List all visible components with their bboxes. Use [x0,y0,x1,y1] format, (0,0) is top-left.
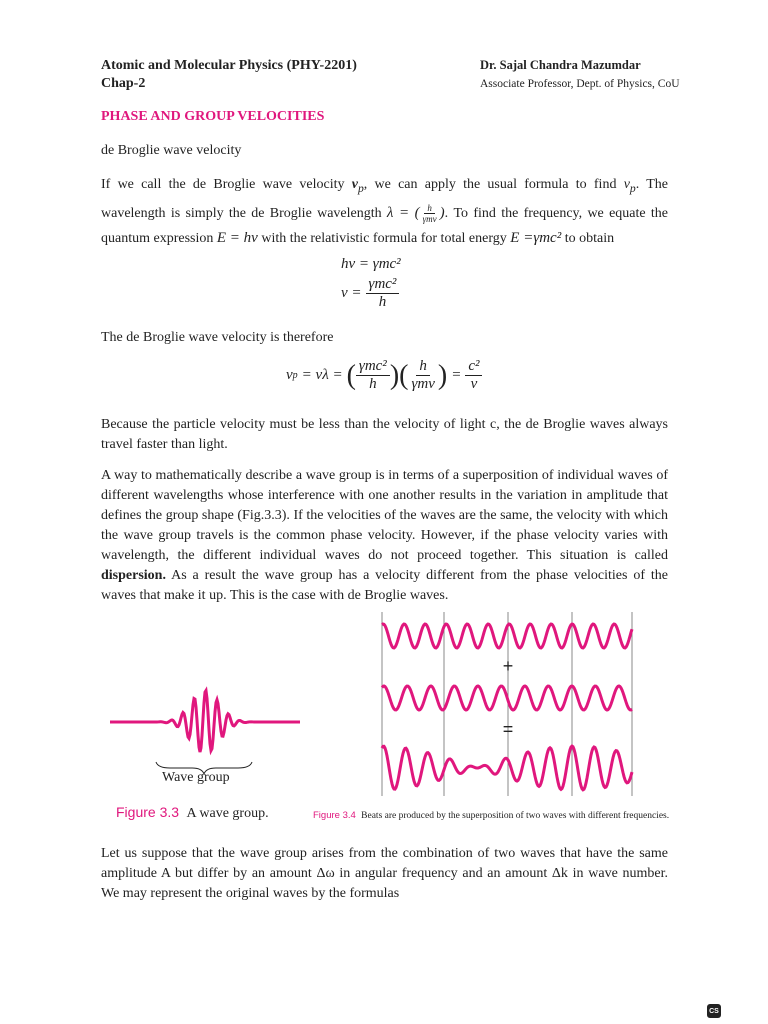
plus-sign: + [502,656,514,676]
beat-sum-curve [382,746,632,790]
paragraph-intro-velocity: The de Broglie wave velocity is therefore [101,330,334,345]
paragraph-dispersion: A way to mathematically describe a wave group is in terms of a superposition of individual waves of different wavelengths whose interference with one another results in the variation in amplitude that defines the group shape (Fig.3.3). If the velocities of the waves are the same, the velocity with which the wave group travels is the common phase velocity. However, if the phase velocity varies with wavelength, the different individual waves do not proceed together. This situation is called dispersion. As a result the wave group has a velocity different from the phase velocities of the waves that make it up. This is the case with de Broglie waves. [101,468,668,603]
equation-energy: hν = γmc² [341,256,401,272]
wave-group-curve [110,691,300,752]
equals-sign: = [502,719,514,739]
equation-phase-velocity: v p = νλ = ( $\frac{\text{γmc²}}{h}$ )( $\frac{h}{\text{γmv}}$ ) = $\frac{\text{c²}}{v}$ [286,358,482,393]
paragraph-two-waves: Let us suppose that the wave group arises from the combination of two waves that have the same amplitude A but differ by an amount Δω in angular frequency and an amount Δk in wave number. We may represent the original waves by the formulas [101,846,668,901]
paragraph-phase-velocity: If we call the de Broglie wave velocity $v_p$, we can apply the usual formula to find $v_p$. The wavelength is simply the de Broglie wavelength λ = ( $\frac{h}{\text{γmv}}$ ). To find the frequency, we equate the quantum expression E = hν with the relativistic formula for total energy E =γmc² to obtain [101,177,668,246]
course-title: Atomic and Molecular Physics (PHY-2201) [101,58,357,73]
wave-group-label: Wave group [162,770,230,785]
author-affiliation: Associate Professor, Dept. of Physics, CoU [480,78,680,90]
figure-3-3-caption: Figure 3.3 A wave group. [116,804,269,821]
lambda-equation: λ = ( $\frac{h}{\text{γmv}}$ ) [386,202,445,224]
wave-1-curve [382,624,632,648]
subheading: de Broglie wave velocity [101,143,242,158]
author-name: Dr. Sajal Chandra Mazumdar [480,58,641,72]
chapter-label: Chap-2 [101,76,146,91]
wave-2-curve [382,686,632,710]
equation-frequency: ν = $\frac{\text{γmc²}}{h}$ [341,276,399,311]
paragraph-faster-than-light: Because the particle velocity must be less than the velocity of light c, the de Broglie waves always travel faster than light. [101,417,668,452]
figure-3-4-caption: Figure 3.4 Beats are produced by the superposition of two waves with different frequencies. [313,810,670,821]
figure-beats [378,612,640,798]
camscanner-badge: CS [707,1004,721,1018]
section-title: PHASE AND GROUP VELOCITIES [101,109,325,124]
